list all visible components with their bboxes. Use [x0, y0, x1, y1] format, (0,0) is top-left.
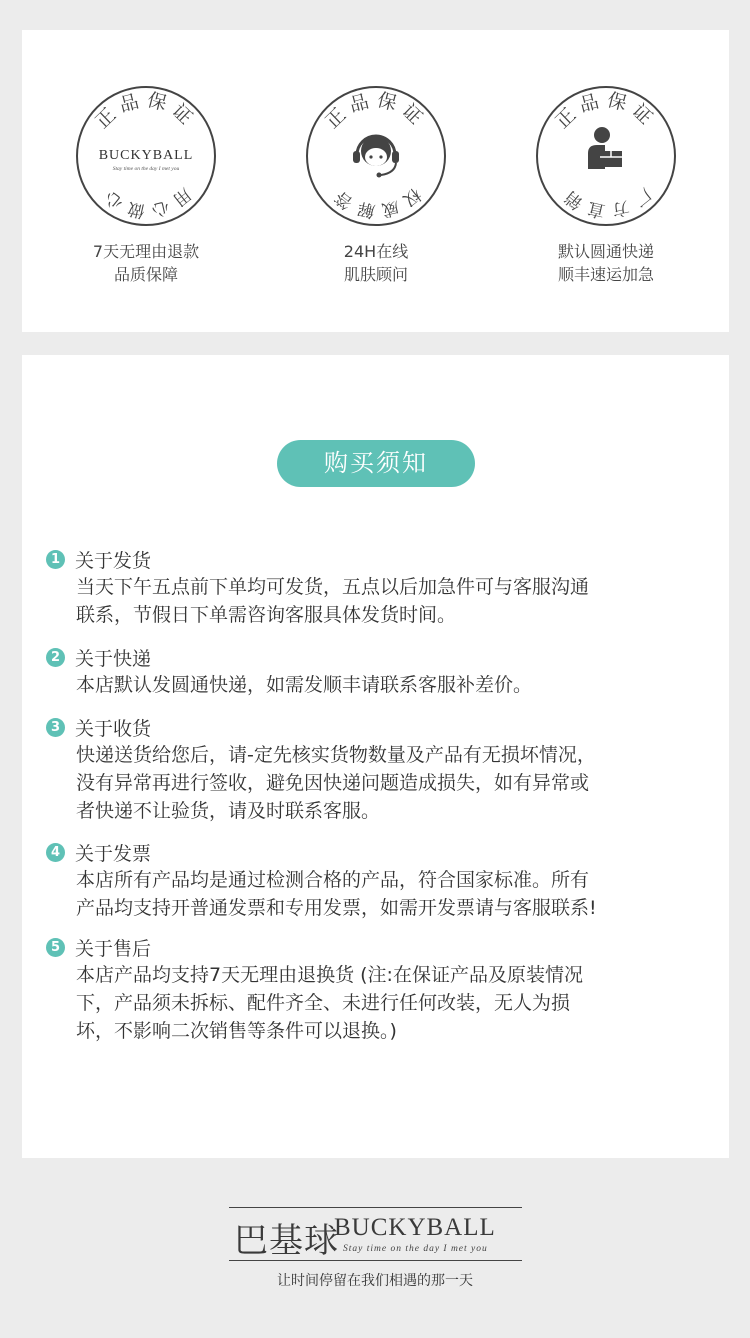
section-number-badge: 1 [46, 550, 65, 569]
section-text-line: 产品均支持开普通发票和专用发票，如需开发票请与客服联系! [76, 897, 597, 919]
notice-section-shipping [46, 545, 706, 629]
section-text-line: 没有异常再进行签收，避免因快递问题造成损失，如有异常或 [76, 772, 590, 794]
notice-title: 购买须知 [277, 440, 475, 487]
badge-bottom-arc: 用心做心 [97, 183, 195, 221]
brand-name-cn: 巴基球 [234, 1223, 339, 1260]
section-title: 关于快递 [75, 647, 152, 670]
badge-caption [51, 240, 241, 286]
badge-caption-line: 24H在线 [343, 242, 409, 261]
badge-caption-line: 肌肤顾问 [343, 265, 408, 284]
authentic-guarantee-badge [305, 85, 447, 227]
section-number-badge: 5 [46, 938, 65, 957]
badge-caption-line: 品质保障 [113, 265, 178, 284]
section-title: 关于收货 [75, 717, 152, 740]
notice-section-receiving [46, 713, 706, 825]
badge-top-arc: 正品保证 [91, 88, 201, 133]
section-text-line: 联系，节假日下单需咨询客服具体发货时间。 [76, 604, 457, 626]
brand-footer [0, 1158, 750, 1338]
badge-caption [511, 240, 701, 286]
section-number-badge: 2 [46, 648, 65, 667]
svg-text:正品保证 [91, 89, 201, 133]
headset-agent-icon [353, 136, 399, 178]
section-text-line: 本店产品均支持7天无理由退换货 (注:在保证产品及原装情况 [76, 964, 583, 986]
section-text-line: 本店默认发圆通快递，如需发顺丰请联系客服补差价。 [76, 674, 533, 696]
badge-top-arc: 正品保证 [551, 88, 661, 133]
section-text-line: 快递送货给您后，请-定先核实货物数量及产品有无损坏情况， [76, 744, 596, 766]
notice-section-courier [46, 643, 706, 699]
guarantee-card [22, 30, 729, 332]
section-text-line: 本店所有产品均是通过检测合格的产品，符合国家标准。所有 [76, 869, 590, 891]
svg-text:正品保证 [551, 89, 661, 133]
section-text-line: 者快递不让验货，请及时联系客服。 [76, 800, 381, 822]
section-title: 关于售后 [75, 937, 152, 960]
section-number-badge: 4 [46, 843, 65, 862]
divider [229, 1207, 522, 1208]
badge-caption-line: 7天无理由退款 [92, 242, 200, 261]
divider [229, 1260, 522, 1261]
section-title: 关于发货 [75, 549, 152, 572]
brand-slogan: Stay time on the day I met you [343, 1244, 488, 1254]
purchase-notice-card [22, 355, 729, 1158]
stamp-seal [75, 85, 217, 227]
authentic-guarantee-badge [535, 85, 677, 227]
notice-section-invoice [46, 838, 706, 922]
stamp-seal [535, 85, 677, 227]
badge-bottom-arc: 厂方直销 [557, 183, 655, 221]
badge-brand-wordmark: BUCKYBALL [98, 148, 194, 163]
badge-bottom-arc: 权威解答 [327, 183, 425, 221]
section-text-line: 下，产品须未拆标、配件齐全、未进行任何改装，无人为损 [76, 992, 571, 1014]
badge-top-arc: 正品保证 [321, 88, 431, 133]
section-text-line: 坏，不影响二次销售等条件可以退换。) [76, 1020, 397, 1042]
section-title: 关于发票 [75, 842, 152, 865]
notice-section-after-sales [46, 933, 706, 1045]
stamp-seal [305, 85, 447, 227]
svg-text:正品保证 [321, 89, 431, 133]
box-carrier-icon [588, 127, 622, 169]
brand-name-en: BUCKYBALL [334, 1214, 496, 1241]
section-number-badge: 3 [46, 718, 65, 737]
brand-tagline: 让时间停留在我们相遇的那一天 [277, 1273, 473, 1289]
badge-caption-line: 默认圆通快递 [557, 242, 654, 261]
badge-caption [281, 240, 471, 286]
badge-brand-slogan: Stay time on the day I met you [112, 166, 180, 172]
authentic-guarantee-badge [75, 85, 217, 227]
badge-caption-line: 顺丰速运加急 [557, 265, 654, 284]
section-text-line: 当天下午五点前下单均可发货，五点以后加急件可与客服沟通 [76, 576, 590, 598]
